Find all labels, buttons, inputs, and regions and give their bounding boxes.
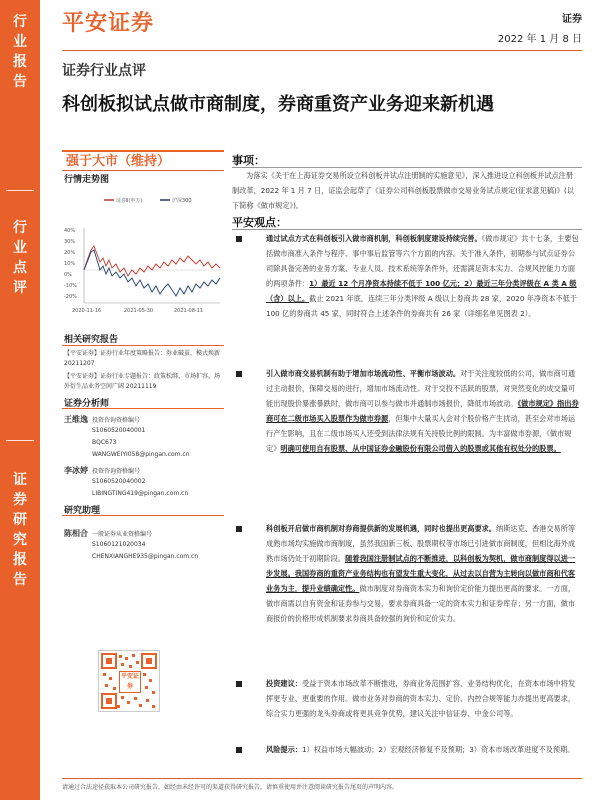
sidebar-label-industry-report bbox=[0, 12, 40, 92]
analyst-email[interactable]: LIBINGTING419@pingan.com.cn bbox=[92, 490, 189, 497]
view-text: 受益于资本市场改革不断推进，券商业务范围扩容、业务结构优化，在资本市场中将发挥更专业、更重要的作用。做市业务对券商的资本实力、定价、内控合规等能力亦提出更高要求，综合实力更强的龙头券商或将更具竞争优势，建议关注中信证券、中金公司等。 bbox=[266, 679, 576, 718]
view-point-3 bbox=[266, 521, 580, 626]
analyst-email[interactable]: WANGWEIYI058@pingan.com.cn bbox=[92, 451, 190, 458]
sidebar-label-industry-comment bbox=[0, 218, 40, 298]
legend-label-series1: 证券Ⅱ(申万) bbox=[116, 198, 143, 204]
view-point-2 bbox=[266, 366, 580, 456]
x-tick-label: 2021-05-30 bbox=[124, 308, 154, 314]
events-text bbox=[232, 168, 580, 213]
footer-divider bbox=[62, 778, 582, 779]
views-divider bbox=[232, 229, 582, 230]
qr-code[interactable] bbox=[98, 650, 160, 712]
assistant-card bbox=[64, 528, 224, 568]
assistant-title: 一般证券从业资格编号 bbox=[92, 531, 153, 538]
sidebar-char: 报 bbox=[13, 552, 27, 568]
view-lead: 引入做市商交易机制有助于增加市场流动性、平衡市场波动。 bbox=[266, 369, 461, 378]
report-title: 科创板拟试点做市商制度，券商重资产业务迎来新机遇 bbox=[62, 94, 494, 115]
analyst-cert: S1060520040001 bbox=[92, 427, 146, 434]
assistant-divider bbox=[62, 515, 224, 516]
y-tick-label: -20% bbox=[64, 294, 77, 300]
sidebar-char: 评 bbox=[13, 280, 27, 296]
analyst-extra: BQC673 bbox=[92, 439, 117, 446]
sidebar-char: 行 bbox=[13, 14, 27, 30]
series2-line bbox=[84, 250, 220, 296]
view-point-4 bbox=[266, 676, 580, 721]
bullet-icon bbox=[236, 371, 242, 377]
analyst-title: 投资咨询资格编号 bbox=[92, 468, 141, 475]
trend-heading: 行情走势图 bbox=[64, 175, 110, 185]
sidebar-char: 研 bbox=[13, 512, 27, 528]
events-paragraph: 为落实《关于在上海证券交易所设立科创板并试点注册制的实施意见》，深入推进设立科创板并试点注册制改革，2022 年 1 月 7 日，证监会起草了《证券公司科创板股票做市交易业务试点规定(征求意见稿)》(以下简称《做市规定》)。 bbox=[232, 171, 574, 210]
footer-disclaimer: 请通过合法途径获取本公司研究报告，如经由未经许可的渠道获得研究报告，请慎重使用并注意阅读研究报告尾页的声明内容。 bbox=[62, 784, 399, 791]
x-tick-label: 2020-11-16 bbox=[72, 308, 102, 314]
sidebar-char: 行 bbox=[13, 220, 27, 236]
sidebar-char: 点 bbox=[13, 260, 27, 276]
analyst-title: 投资咨询资格编号 bbox=[92, 417, 141, 424]
related-report-item[interactable]: 【平安证券】证券行业年度策略报告：券业破茧，模式焕新 20211207 bbox=[64, 350, 221, 367]
view-highlight: 1）最近 12 个月净资本持续不低于 100 亿元；2）最近三年分类评级在 A 类 A 级（含）以上。 bbox=[266, 279, 577, 303]
view-text: 做市制度对券商资本实力和询价定价能力提出更高的要求。一方面，做市商需以自有资金和证券参与交易，要求券商具备一定的资本实力和证券库存；另一方面，做市商报价的价格形成机制要求券商具备较强的询价和定价实力。 bbox=[266, 584, 576, 623]
sidebar-char: 告 bbox=[13, 74, 27, 90]
header-divider bbox=[62, 50, 582, 51]
view-highlight: 随着我国注册制试点的不断推进，以科创板为契机，做市商制度得以进一步发展。我国券商的重资产业务结构也有望发生重大变化，从过去以自营为主转向以做市商和代客业务为主，提升业绩确定性。 bbox=[266, 554, 576, 593]
y-tick-label: 0% bbox=[64, 272, 72, 278]
sidebar-char: 报 bbox=[13, 54, 27, 70]
events-heading: 事项： bbox=[232, 154, 265, 167]
view-highlight: 明确可使用自有股票、从中国证券金融股份有限公司借入的股票或其他有权处分的股票。 bbox=[280, 444, 561, 453]
bullet-icon bbox=[236, 681, 242, 687]
sidebar-label-securities-research bbox=[0, 470, 40, 590]
view-lead: 投资建议： bbox=[266, 679, 302, 688]
sidebar-divider bbox=[6, 190, 34, 191]
view-lead: 科创板开启做市商机制对券商提供新的发展机遇，同时也提出更高要求。 bbox=[266, 524, 497, 533]
view-paragraph bbox=[266, 231, 580, 321]
view-highlight: 《做市规定》指出券商可在二级市场买入股票作为做市券源 bbox=[266, 399, 579, 423]
analysts-heading: 证券分析师 bbox=[64, 399, 110, 409]
report-kicker: 证券行业点评 bbox=[62, 63, 146, 79]
bullet-icon bbox=[236, 236, 242, 242]
sidebar-char: 业 bbox=[13, 34, 27, 50]
sidebar-divider bbox=[6, 440, 34, 441]
x-tick-label: 2021-08-11 bbox=[174, 308, 204, 314]
related-divider bbox=[62, 345, 224, 346]
view-text: 1）权益市场大幅波动；2）宏观经济修复不及预期；3）资本市场改革进度不及预期。 bbox=[301, 745, 575, 754]
assistant-heading: 研究助理 bbox=[64, 506, 101, 516]
view-text: 对于关注度较低的公司，做市商可通过主动报价，保障交易的进行，增加市场流动性。对于交投不活跃的股票，对突然变化的成交量可能出现股价暴涨暴跌时，做市商可以参与做市并通制市场报价，降低市场波动。 bbox=[266, 369, 576, 408]
views-heading: 平安观点： bbox=[232, 216, 287, 229]
sidebar bbox=[0, 0, 40, 800]
y-tick-label: 40% bbox=[64, 228, 76, 234]
view-text: ，但集中大量买入会对个股价格产生扰动，甚至会对市场运行产生影响，且在二级市场买入还受到法律法规有关持股比例的限制。为丰富做市券源，《做市规定》 bbox=[266, 414, 576, 453]
view-text: 《做市规定》共十七条，主要包括做市商准入条件与程序、事中事后监管等六个方面的内容。关于准入条件，初期参与试点证券公司除具备完善的业务方案、专业人员、技术系统等条件外，还需满足资本实力、合规风控能力方面的两项条件： bbox=[266, 234, 579, 288]
legend-label-series2: 沪深300 bbox=[172, 198, 192, 204]
report-section: 证券 bbox=[562, 14, 582, 25]
trend-chart bbox=[62, 188, 222, 323]
rating-label: 强于大市（维持） bbox=[66, 154, 171, 169]
related-heading: 相关研究报告 bbox=[64, 335, 119, 345]
sidebar-char: 究 bbox=[13, 532, 27, 548]
sidebar-char: 业 bbox=[13, 240, 27, 256]
qr-center-label: 平安证券 bbox=[120, 673, 139, 690]
view-lead: 风险提示： bbox=[266, 745, 302, 754]
analyst-name: 李冰婷 bbox=[64, 466, 88, 475]
report-date: 2022 年 1 月 8 日 bbox=[497, 34, 582, 45]
assistant-cert: S1060121020034 bbox=[92, 541, 146, 548]
qr-center-logo bbox=[119, 671, 141, 693]
view-text: 截止 2021 年底，连续三年分类评级 A 级以上券商共 28 家，2020 年净资本不低于 100 亿的券商共 45 家，同时符合上述条件的券商共有 26 家（详细名单见图表 2）。 bbox=[266, 294, 578, 318]
y-tick-label: 30% bbox=[64, 239, 76, 245]
assistant-name: 陈相合 bbox=[64, 529, 88, 538]
view-paragraph bbox=[266, 521, 580, 626]
assistant-email[interactable]: CHENXIANGHE935@pingan.com.cn bbox=[92, 553, 199, 560]
view-lead: 通过试点方式在科创板引入做市商机制，科创板制度建设持续完善。 bbox=[266, 234, 482, 243]
y-tick-label: 20% bbox=[64, 250, 76, 256]
y-tick-label: 10% bbox=[64, 261, 76, 267]
bullet-icon bbox=[236, 747, 242, 753]
sidebar-char: 证 bbox=[13, 472, 27, 488]
sidebar-char: 告 bbox=[13, 572, 27, 588]
y-tick-label: -10% bbox=[64, 283, 77, 289]
analyst-name: 王维逸 bbox=[64, 415, 88, 424]
sidebar-char: 券 bbox=[13, 492, 27, 508]
related-report-item[interactable]: 【平安证券】证券行业专题报告：政策松绑、市场扩容，场外衍生品业务空间广阔 20211119 bbox=[64, 373, 221, 390]
analysts-divider bbox=[62, 408, 224, 409]
analyst-cert: S1060520040002 bbox=[92, 478, 146, 485]
view-paragraph bbox=[266, 742, 580, 757]
view-point-5 bbox=[266, 742, 580, 757]
view-paragraph bbox=[266, 676, 580, 721]
view-point-1 bbox=[266, 231, 580, 321]
bullet-icon bbox=[236, 526, 242, 532]
related-reports bbox=[64, 349, 224, 392]
brand-logo: 平安证券 bbox=[62, 11, 155, 36]
view-paragraph bbox=[266, 366, 580, 456]
view-text: 纳斯达克、香港交易所等成熟市场均实施做市商制度，虽然我国新三板、股票期权等市场已引进做市商制度，但相比海外成熟市场仍处于初期阶段。 bbox=[266, 524, 576, 563]
series1-line bbox=[84, 246, 220, 276]
